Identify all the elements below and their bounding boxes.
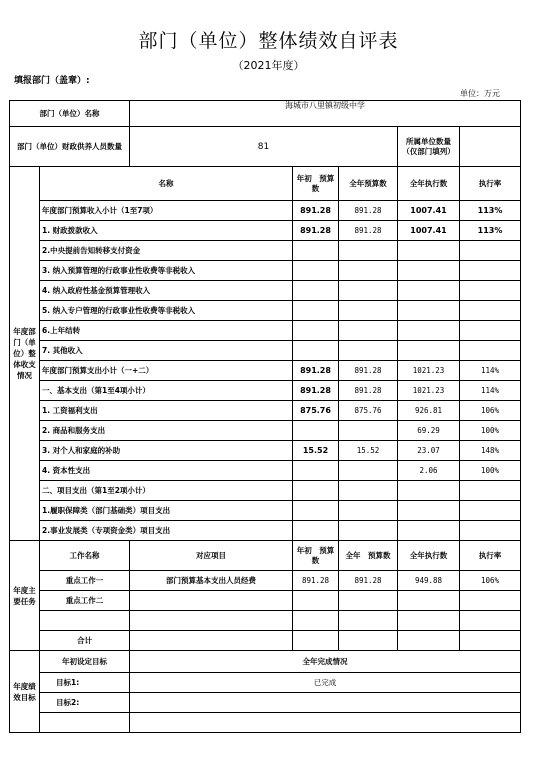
budget-row-annual bbox=[339, 301, 398, 321]
budget-row-exec: 69.29 bbox=[398, 421, 460, 441]
task-row-rate bbox=[460, 591, 521, 611]
budget-row bbox=[10, 241, 521, 261]
budget-row-initial: 891.28 bbox=[293, 361, 339, 381]
task-row-exec bbox=[398, 591, 460, 611]
budget-row-initial: 15.52 bbox=[293, 441, 339, 461]
budget-row-initial bbox=[293, 261, 339, 281]
budget-row-annual bbox=[339, 461, 398, 481]
budget-row-name: 7. 其他收入 bbox=[40, 341, 293, 361]
task-row-annual bbox=[339, 591, 398, 611]
budget-header-rate: 执行率 bbox=[460, 167, 521, 201]
budget-row-annual bbox=[339, 421, 398, 441]
tasks-section-label: 年度主要任务 bbox=[10, 541, 40, 651]
dept-count-label: 所属单位数量（仅部门填列） bbox=[398, 127, 460, 167]
budget-row-initial bbox=[293, 281, 339, 301]
budget-row-annual bbox=[339, 501, 398, 521]
budget-header-row bbox=[10, 167, 521, 201]
staff-row bbox=[10, 127, 521, 167]
budget-row bbox=[10, 281, 521, 301]
budget-row-exec bbox=[398, 241, 460, 261]
budget-row-rate: 114% bbox=[460, 361, 521, 381]
tasks-total-rate bbox=[460, 631, 521, 651]
budget-row bbox=[10, 341, 521, 361]
budget-row-rate bbox=[460, 521, 521, 541]
budget-row-rate bbox=[460, 341, 521, 361]
unit-name-label: 部门（单位）名称 bbox=[10, 101, 130, 127]
budget-row-exec bbox=[398, 481, 460, 501]
budget-header-initial: 年初 预算数 bbox=[293, 167, 339, 201]
budget-row-name: 2.事业发展类（专项资金类）项目支出 bbox=[40, 521, 293, 541]
tasks-header-row bbox=[10, 541, 521, 571]
task-row-name: 重点工作一 bbox=[40, 571, 130, 591]
budget-row-exec bbox=[398, 501, 460, 521]
budget-row-name: 1. 工资福利支出 bbox=[40, 401, 293, 421]
budget-row-name: 4. 纳入政府性基金预算管理收入 bbox=[40, 281, 293, 301]
budget-row bbox=[10, 441, 521, 461]
budget-row bbox=[10, 421, 521, 441]
budget-row-name: 3. 纳入预算管理的行政事业性收费等非税收入 bbox=[40, 261, 293, 281]
budget-row-rate bbox=[460, 301, 521, 321]
task-row-rate: 106% bbox=[460, 571, 521, 591]
budget-row-name: 6.上年结转 bbox=[40, 321, 293, 341]
budget-row-initial bbox=[293, 421, 339, 441]
budget-row-name: 4. 资本性支出 bbox=[40, 461, 293, 481]
unit-label: 单位：万元 bbox=[460, 89, 500, 98]
goal-row bbox=[10, 673, 521, 693]
budget-row-annual bbox=[339, 341, 398, 361]
staff-label: 部门（单位）财政供养人员数量 bbox=[10, 127, 130, 167]
budget-row bbox=[10, 261, 521, 281]
budget-row-exec bbox=[398, 261, 460, 281]
budget-row-exec bbox=[398, 321, 460, 341]
budget-row bbox=[10, 321, 521, 341]
evaluation-table bbox=[9, 100, 521, 733]
budget-row-exec: 1007.41 bbox=[398, 201, 460, 221]
budget-row-initial bbox=[293, 481, 339, 501]
task-row-project: 部门预算基本支出人员经费 bbox=[130, 571, 293, 591]
goal-row-name: 目标2: bbox=[40, 693, 130, 713]
task-row-project bbox=[130, 591, 293, 611]
budget-row-exec: 1021.23 bbox=[398, 361, 460, 381]
tasks-total-annual bbox=[339, 631, 398, 651]
task-row-annual bbox=[339, 611, 398, 631]
budget-row-rate: 148% bbox=[460, 441, 521, 461]
tasks-total-project bbox=[130, 631, 293, 651]
goal-row-result bbox=[130, 693, 521, 713]
budget-row-rate: 100% bbox=[460, 461, 521, 481]
budget-row bbox=[10, 361, 521, 381]
budget-row-initial bbox=[293, 341, 339, 361]
budget-row bbox=[10, 301, 521, 321]
budget-row-annual: 15.52 bbox=[339, 441, 398, 461]
budget-row-rate bbox=[460, 501, 521, 521]
tasks-total-initial bbox=[293, 631, 339, 651]
unit-name-value: 海城市八里镇初级中学 bbox=[130, 101, 521, 127]
budget-row-annual bbox=[339, 321, 398, 341]
unit-name-row bbox=[10, 101, 521, 127]
goals-header-row bbox=[10, 651, 521, 673]
budget-row-initial: 875.76 bbox=[293, 401, 339, 421]
tasks-header-annual: 全年 预算数 bbox=[339, 541, 398, 571]
goal-row-name-empty bbox=[40, 713, 130, 733]
report-year: （2021年度） bbox=[232, 59, 305, 72]
budget-row-annual bbox=[339, 241, 398, 261]
goal-row-empty bbox=[10, 713, 521, 733]
task-row bbox=[10, 571, 521, 591]
budget-header-exec: 全年执行数 bbox=[398, 167, 460, 201]
budget-row-annual: 891.28 bbox=[339, 381, 398, 401]
budget-row bbox=[10, 401, 521, 421]
budget-row-rate bbox=[460, 241, 521, 261]
budget-row bbox=[10, 201, 521, 221]
tasks-header-project: 对应项目 bbox=[130, 541, 293, 571]
task-row bbox=[10, 591, 521, 611]
budget-row-rate: 100% bbox=[460, 421, 521, 441]
budget-row-rate: 106% bbox=[460, 401, 521, 421]
budget-row-annual bbox=[339, 261, 398, 281]
budget-row-annual: 891.28 bbox=[339, 201, 398, 221]
budget-row-exec: 1007.41 bbox=[398, 221, 460, 241]
budget-row-exec: 2.06 bbox=[398, 461, 460, 481]
budget-row-initial bbox=[293, 501, 339, 521]
tasks-total-row bbox=[10, 631, 521, 651]
budget-row-name: 1.履职保障类（部门基础类）项目支出 bbox=[40, 501, 293, 521]
goals-header-target: 年初设定目标 bbox=[40, 651, 130, 673]
task-row-exec: 949.88 bbox=[398, 571, 460, 591]
budget-row bbox=[10, 481, 521, 501]
budget-row-initial bbox=[293, 461, 339, 481]
budget-row-name: 2. 商品和服务支出 bbox=[40, 421, 293, 441]
task-row bbox=[10, 611, 521, 631]
task-row-exec bbox=[398, 611, 460, 631]
budget-row-rate: 113% bbox=[460, 201, 521, 221]
goal-row-name: 目标1: bbox=[40, 673, 130, 693]
budget-row-name: 1. 财政拨款收入 bbox=[40, 221, 293, 241]
task-row-initial bbox=[293, 611, 339, 631]
budget-row-annual: 891.28 bbox=[339, 361, 398, 381]
budget-row-name: 年度部门预算收入小计（1至7项） bbox=[40, 201, 293, 221]
budget-row-name: 2.中央提前告知转移支付资金 bbox=[40, 241, 293, 261]
budget-row-name: 5. 纳入专户管理的行政事业性收费等非税收入 bbox=[40, 301, 293, 321]
task-row-annual: 891.28 bbox=[339, 571, 398, 591]
budget-row-rate bbox=[460, 321, 521, 341]
budget-row-annual bbox=[339, 481, 398, 501]
tasks-header-rate: 执行率 bbox=[460, 541, 521, 571]
budget-header-name: 名称 bbox=[40, 167, 293, 201]
staff-value: 81 bbox=[130, 127, 398, 167]
budget-row-exec bbox=[398, 281, 460, 301]
budget-row-exec: 926.81 bbox=[398, 401, 460, 421]
budget-row-annual: 891.28 bbox=[339, 221, 398, 241]
tasks-total-exec bbox=[398, 631, 460, 651]
task-row-name: 重点工作二 bbox=[40, 591, 130, 611]
dept-count-value bbox=[460, 127, 521, 167]
tasks-header-exec: 全年执行数 bbox=[398, 541, 460, 571]
tasks-header-initial: 年初 预算数 bbox=[293, 541, 339, 571]
tasks-header-name: 工作名称 bbox=[40, 541, 130, 571]
budget-row-name: 3. 对个人和家庭的补助 bbox=[40, 441, 293, 461]
goals-section-label: 年度绩效目标 bbox=[10, 651, 40, 733]
budget-row-exec: 23.07 bbox=[398, 441, 460, 461]
budget-row-annual: 875.76 bbox=[339, 401, 398, 421]
task-row-initial: 891.28 bbox=[293, 571, 339, 591]
goal-row-result-empty bbox=[130, 713, 521, 733]
budget-row-exec bbox=[398, 301, 460, 321]
budget-row bbox=[10, 381, 521, 401]
budget-header-annual: 全年预算数 bbox=[339, 167, 398, 201]
budget-row-initial bbox=[293, 241, 339, 261]
task-row-name bbox=[40, 611, 130, 631]
reporting-dept-label: 填报部门（盖章）: bbox=[14, 76, 90, 86]
budget-row-initial: 891.28 bbox=[293, 221, 339, 241]
budget-row-initial bbox=[293, 321, 339, 341]
budget-row-initial bbox=[293, 521, 339, 541]
budget-row-name: 二、项目支出（第1至2项小计） bbox=[40, 481, 293, 501]
budget-row-rate: 113% bbox=[460, 221, 521, 241]
budget-row bbox=[10, 221, 521, 241]
budget-row bbox=[10, 501, 521, 521]
task-row-project bbox=[130, 611, 293, 631]
budget-row-rate bbox=[460, 281, 521, 301]
budget-row-name: 一、基本支出（第1至4项小计） bbox=[40, 381, 293, 401]
budget-row-initial: 891.28 bbox=[293, 201, 339, 221]
budget-row-exec: 1021.23 bbox=[398, 381, 460, 401]
budget-row-exec bbox=[398, 341, 460, 361]
budget-row-initial: 891.28 bbox=[293, 381, 339, 401]
task-row-rate bbox=[460, 611, 521, 631]
budget-row-rate bbox=[460, 261, 521, 281]
budget-row bbox=[10, 461, 521, 481]
goal-row bbox=[10, 693, 521, 713]
budget-row-rate bbox=[460, 481, 521, 501]
budget-section-label: 年度部门（单位）整体收支情况 bbox=[10, 167, 40, 541]
budget-row-annual bbox=[339, 281, 398, 301]
task-row-initial bbox=[293, 591, 339, 611]
budget-row-annual bbox=[339, 521, 398, 541]
goal-row-result: 已完成 bbox=[130, 673, 521, 693]
budget-row-rate: 114% bbox=[460, 381, 521, 401]
budget-row-name: 年度部门预算支出小计（一+二） bbox=[40, 361, 293, 381]
budget-row bbox=[10, 521, 521, 541]
goals-header-result: 全年完成情况 bbox=[130, 651, 521, 673]
page-title: 部门（单位）整体绩效自评表 bbox=[138, 30, 399, 52]
budget-row-exec bbox=[398, 521, 460, 541]
tasks-total-label: 合计 bbox=[40, 631, 130, 651]
budget-row-initial bbox=[293, 301, 339, 321]
